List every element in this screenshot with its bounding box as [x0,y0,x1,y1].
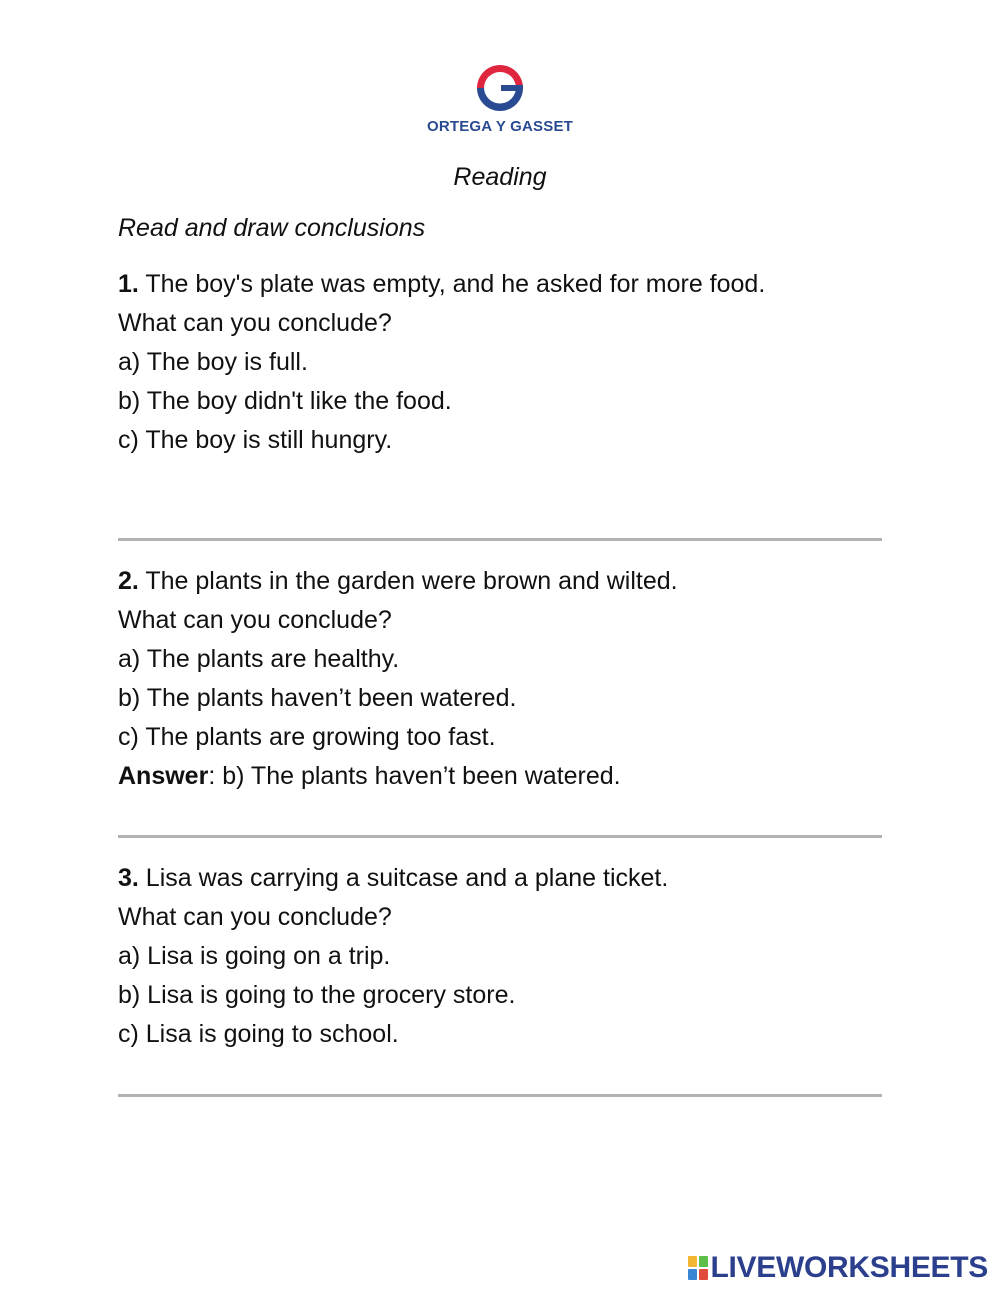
brand-text: LIVEWORKSHEETS [710,1251,988,1284]
page-subtitle: Reading [453,163,547,191]
logo-g-icon [471,60,529,116]
instructions: Read and draw conclusions [118,214,426,242]
answer-text: : b) The plants haven’t been watered. [208,762,621,790]
brand-blocks-icon [688,1256,708,1280]
question-2 [118,563,882,797]
question-prompt: What can you conclude? [118,309,392,337]
school-logo [0,60,1000,135]
option-b[interactable]: b) The boy didn't like the food. [118,387,452,415]
option-b[interactable]: b) Lisa is going to the grocery store. [118,981,516,1009]
liveworksheets-brand[interactable] [688,1252,989,1284]
question-number: 1. [118,270,139,298]
question-text: The plants in the garden were brown and wilted. [138,567,678,595]
answer-line-1 [118,538,882,541]
question-text: The boy's plate was empty, and he asked for more food. [138,270,766,298]
question-statement [118,860,882,899]
option-c[interactable]: c) The plants are growing too fast. [118,723,496,751]
question-prompt: What can you conclude? [118,606,392,634]
option-a[interactable]: a) The plants are healthy. [118,645,400,673]
answer-label: Answer [118,762,209,790]
answer-line-3 [118,1094,882,1097]
logo-text: ORTEGA Y GASSET [426,118,574,135]
option-c[interactable]: c) The boy is still hungry. [118,426,393,454]
question-statement [118,563,882,602]
question-prompt: What can you conclude? [118,903,392,931]
question-3 [118,860,882,1055]
option-b[interactable]: b) The plants haven’t been watered. [118,684,517,712]
question-number: 2. [118,567,139,595]
question-text: Lisa was carrying a suitcase and a plane ticket. [138,864,669,892]
option-c[interactable]: c) Lisa is going to school. [118,1020,399,1048]
option-a[interactable]: a) The boy is full. [118,348,308,376]
option-a[interactable]: a) Lisa is going on a trip. [118,942,391,970]
question-statement [118,266,882,305]
answer-line-2 [118,835,882,838]
question-1 [118,266,882,461]
question-number: 3. [118,864,139,892]
answer-line [118,758,882,797]
